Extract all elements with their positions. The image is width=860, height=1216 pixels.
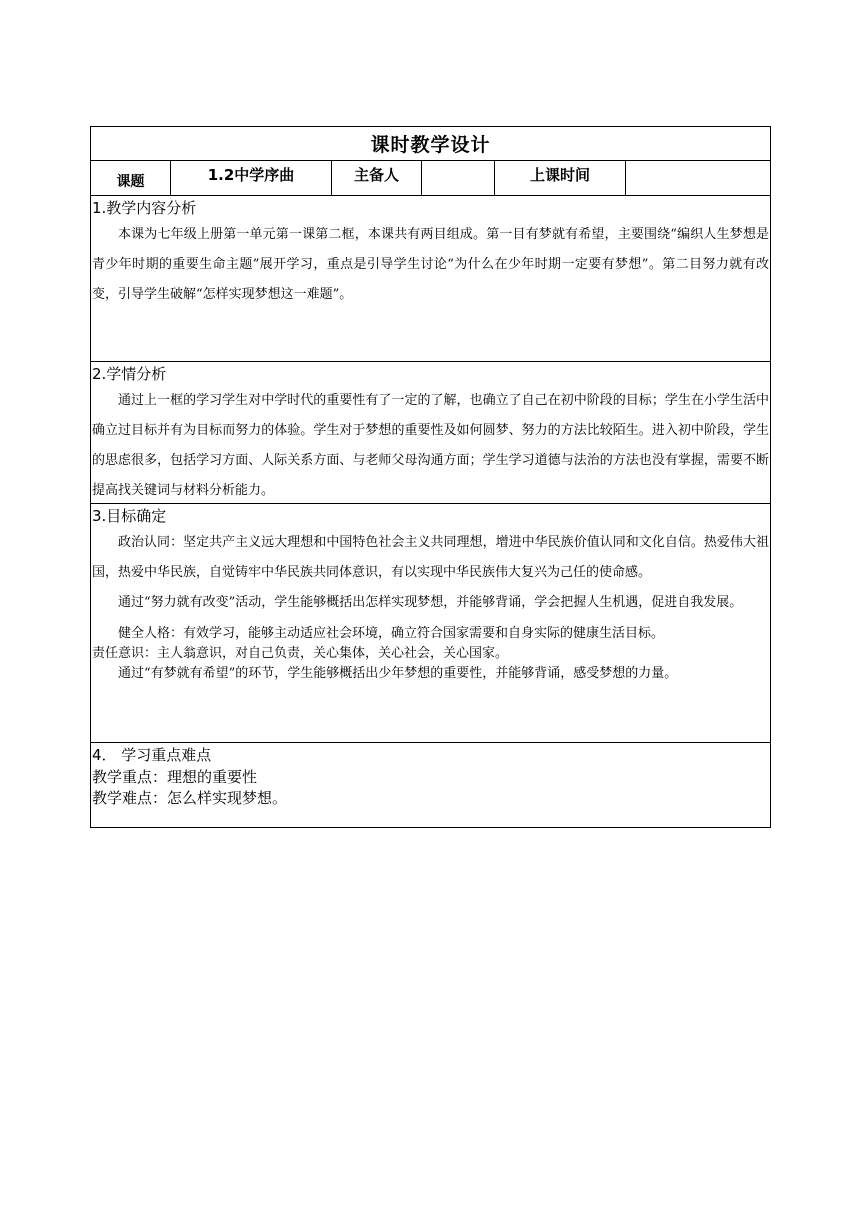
content-analysis-text: 本课为七年级上册第一单元第一课第二框，本课共有两目组成。第一目有梦就有希望，主要围绕“编织人生梦想是青少年时期的重要生命主题”展开学习，重点是引导学生讨论“为什么在少年时期一定要有梦想”。第二目努力就有改变，引导学生破解“怎样实现梦想这一难题”。 <box>92 227 769 302</box>
goals-section <box>91 504 770 743</box>
teaching-key-point: 教学重点：理想的重要性 <box>92 768 258 786</box>
goal-dream-hope: 通过“有梦就有希望”的环节，学生能够概括出少年梦想的重要性，并能够背诵，感受梦想的力量。 <box>118 666 678 681</box>
preparer-label: 主备人 <box>332 161 422 195</box>
student-analysis-section <box>91 362 770 504</box>
topic-label: 课题 <box>91 161 171 195</box>
goal-political-identity: 政治认同：坚定共产主义远大理想和中国特色社会主义共同理想，增进中华民族价值认同和文化自信。热爱伟大祖国，热爱中华民族，自觉铸牢中华民族共同体意识，有以实现中华民族伟大复兴为己任的使命感。 <box>92 535 769 580</box>
content-analysis-heading: 1.教学内容分析 <box>92 199 197 217</box>
key-points-heading: 4． 学习重点难点 <box>92 746 212 764</box>
student-analysis-text: 通过上一框的学习学生对中学时代的重要性有了一定的了解，也确立了自己在初中阶段的目标；学生在小学生活中确立过目标并有为目标而努力的体验。学生对于梦想的重要性及如何圆梦、努力的方法比较陌生。进入初中阶段，学生的思虑很多，包括学习方面、人际关系方面、与老师父母沟通方面；学生学习道德与法治的方法也没有掌握，需要不断提高找关键词与材料分析能力。 <box>92 393 769 498</box>
document-title: 课时教学设计 <box>91 127 770 161</box>
goal-healthy-personality: 健全人格：有效学习，能够主动适应社会环境，确立符合国家需要和自身实际的健康生活目标。 <box>118 626 665 641</box>
topic-value: 1.2中学序曲 <box>171 161 332 195</box>
preparer-value <box>422 161 495 195</box>
goal-effort-activity: 通过“努力就有改变”活动，学生能够概括出怎样实现梦想，并能够背诵，学会把握人生机遇，促进自我发展。 <box>118 595 743 610</box>
content-analysis-section <box>91 196 770 362</box>
teaching-difficulty: 教学难点：怎么样实现梦想。 <box>92 789 288 807</box>
goal-responsibility: 责任意识：主人翁意识，对自己负责，关心集体，关心社会，关心国家。 <box>92 646 509 661</box>
meta-row <box>91 161 770 196</box>
goals-heading: 3.目标确定 <box>92 507 167 525</box>
class-time-label: 上课时间 <box>495 161 626 195</box>
student-analysis-heading: 2.学情分析 <box>92 365 167 383</box>
key-points-section <box>91 743 770 827</box>
lesson-design-table <box>90 126 771 828</box>
class-time-value <box>626 161 770 195</box>
